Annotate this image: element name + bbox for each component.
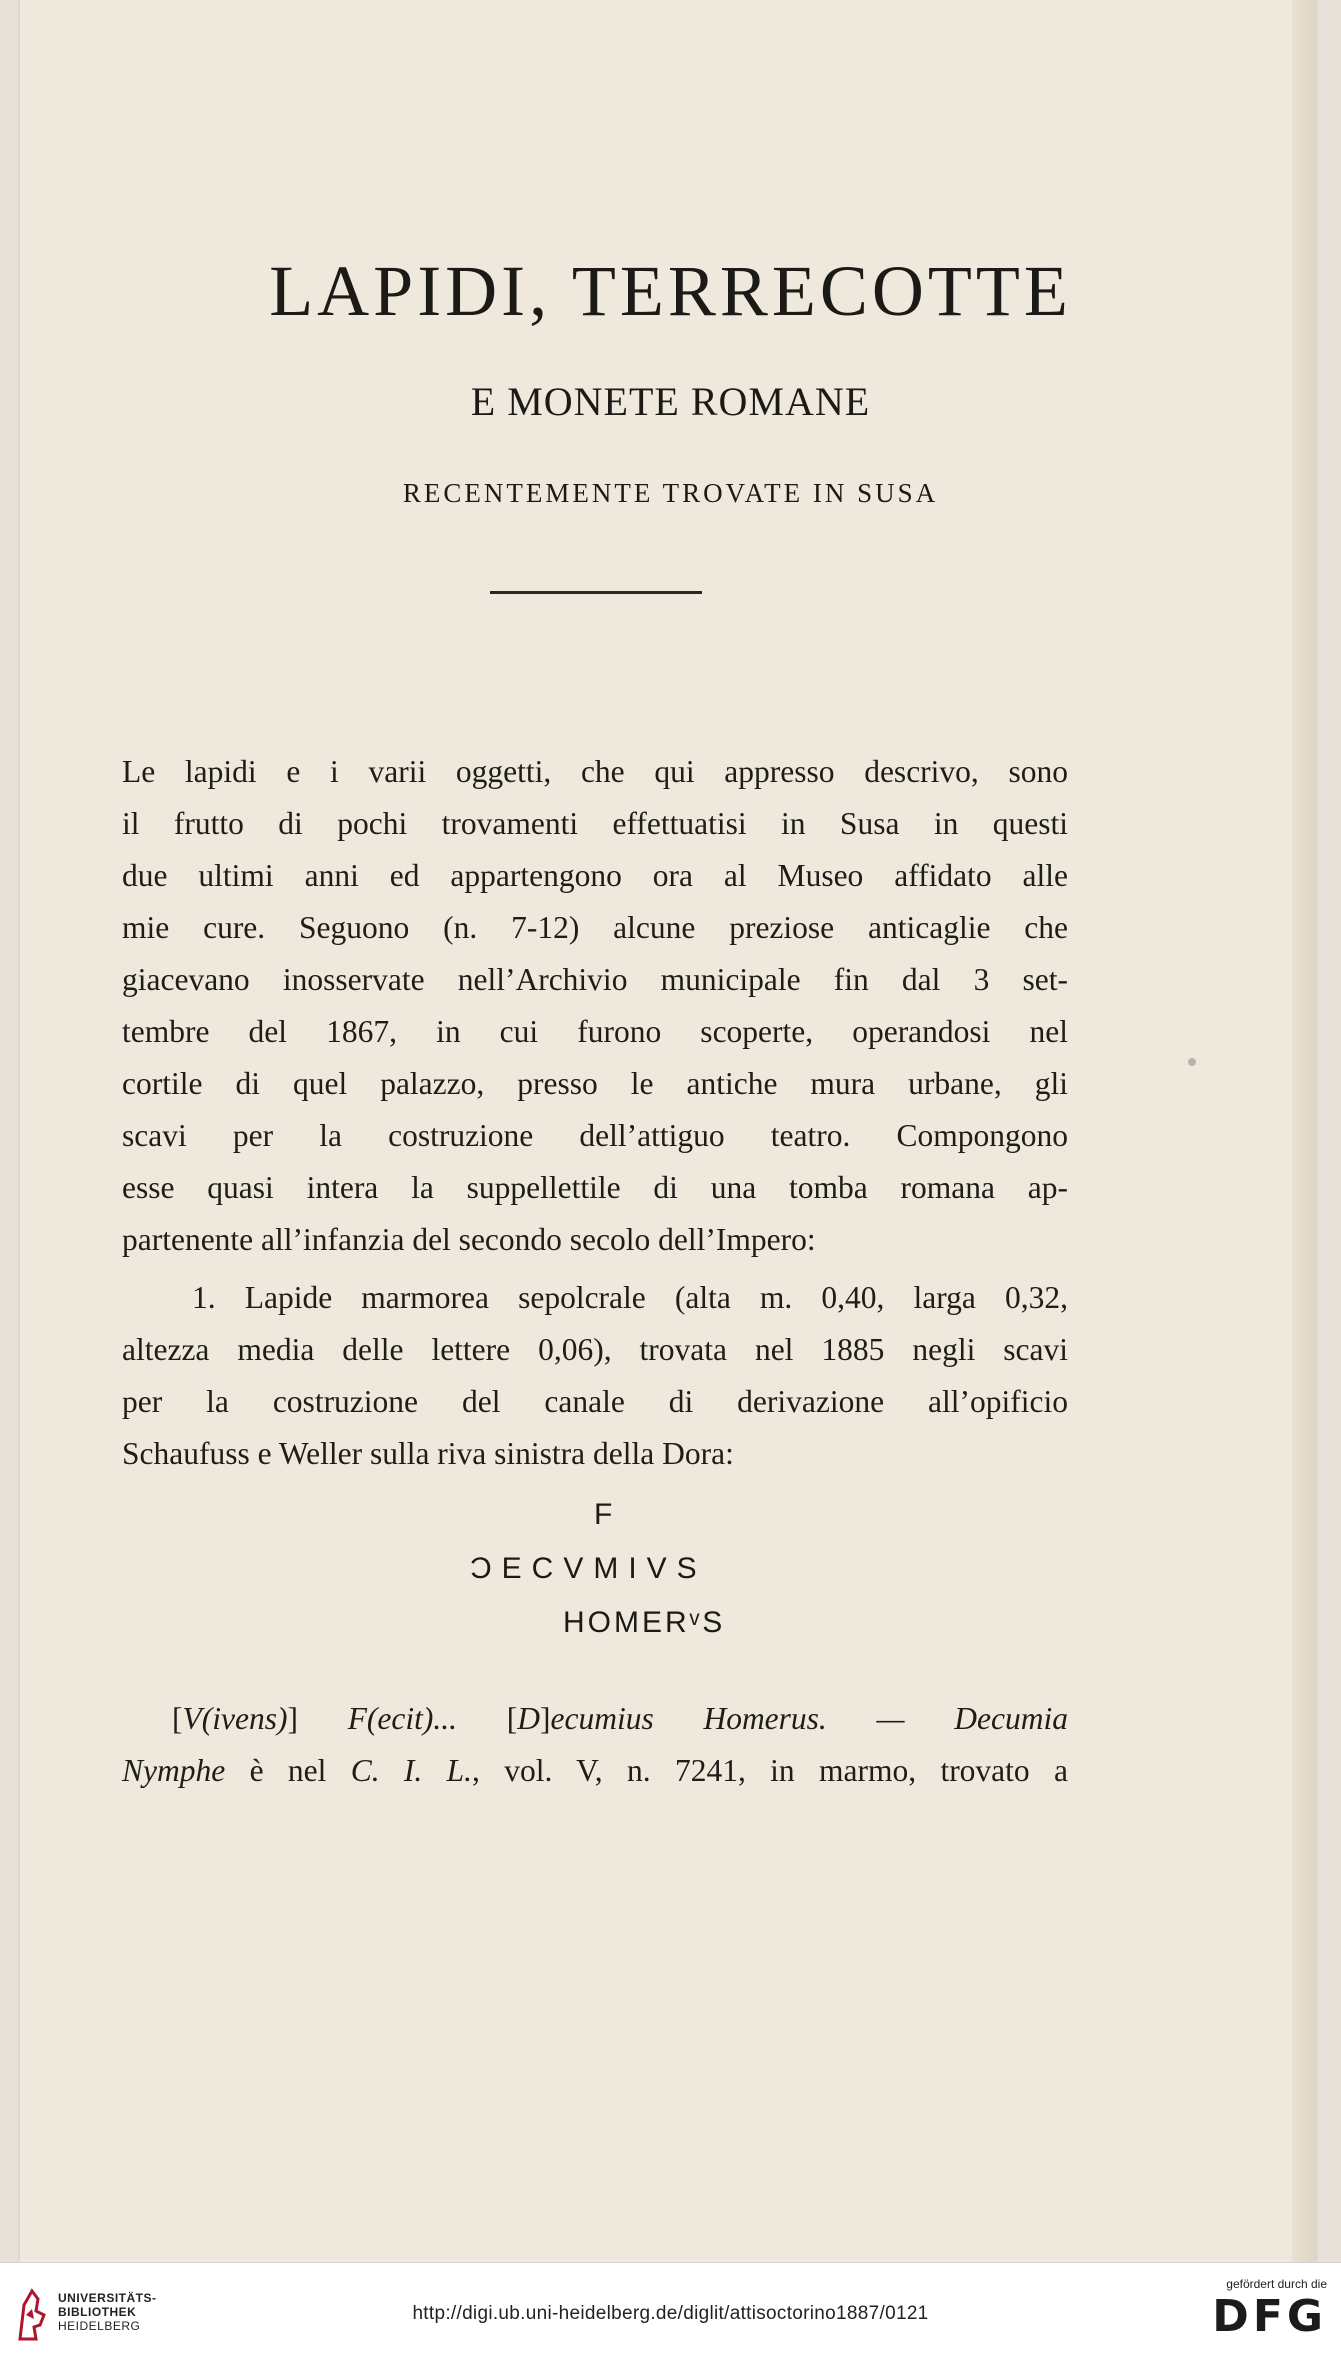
- viewer-footer: [0, 2262, 1341, 2362]
- paper-speck: [1188, 1058, 1196, 1066]
- inscription-line-1: F: [594, 1498, 619, 1531]
- text-line: Le lapidi e i varii oggetti, che qui appresso descrivo, sono: [122, 754, 1068, 789]
- title-divider: [490, 591, 702, 594]
- text-line: per la costruzione del canale di derivazione all’opificio: [122, 1384, 1068, 1419]
- text-run: è nel: [225, 1753, 351, 1788]
- text-line: due ultimi anni ed appartengono ora al Museo affidato alle: [122, 858, 1068, 893]
- text-run: [: [457, 1701, 518, 1736]
- text-run: , vol. V, n. 7241, in marmo, trovato a: [472, 1753, 1068, 1788]
- text-line: 1. Lapide marmorea sepolcrale (alta m. 0,40, larga 0,32,: [192, 1280, 1068, 1315]
- paragraph-commentary: [122, 1693, 1068, 1797]
- text-line: cortile di quel palazzo, presso le antiche mura urbane, gli: [122, 1066, 1068, 1101]
- text-run: [: [172, 1701, 183, 1736]
- text-line: altezza media delle lettere 0,06), trovata nel 1885 negli scavi: [122, 1332, 1068, 1367]
- paragraph-intro: [122, 746, 1068, 1266]
- text-line: scavi per la costruzione dell’attiguo teatro. Compongono: [122, 1118, 1068, 1153]
- text-line: tembre del 1867, in cui furono scoperte, operandosi nel: [122, 1014, 1068, 1049]
- page-subsubtitle: RECENTEMENTE TROVATE IN SUSA: [402, 478, 939, 508]
- text-run: C. I. L.: [350, 1753, 473, 1788]
- permalink-url[interactable]: http://digi.ub.uni-heidelberg.de/diglit/attisoctorino1887/0121: [412, 2303, 929, 2324]
- text-line: giacevano inosservate nell’Archivio municipale fin dal 3 set-: [122, 962, 1068, 997]
- library-name-line: HEIDELBERG: [58, 2319, 141, 2333]
- funder-label: gefördert durch die: [1226, 2277, 1327, 2291]
- text-run: ecumius Homerus. — Decumia: [550, 1701, 1068, 1736]
- text-line: esse quasi intera la suppellettile di una tomba romana ap-: [122, 1170, 1068, 1205]
- library-name-line: UNIVERSITÄTS-: [58, 2291, 157, 2305]
- inscription-line-3: HOMERᵛS: [563, 1606, 726, 1639]
- text-run: D: [517, 1701, 540, 1736]
- text-line: partenente all’infanzia del secondo secolo dell’Impero:: [122, 1222, 816, 1257]
- text-line: [122, 1693, 1068, 1745]
- text-line: [122, 1745, 1068, 1797]
- text-line: il frutto di pochi trovamenti effettuatisi in Susa in questi: [122, 806, 1068, 841]
- page-title: LAPIDI, TERRECOTTE: [269, 251, 1072, 331]
- text-run: Nymphe: [122, 1753, 226, 1788]
- text-run: V(ivens): [182, 1701, 288, 1736]
- inscription-line-2: ƆECVMIVS: [470, 1552, 707, 1585]
- text-run: F(ecit)...: [347, 1701, 457, 1736]
- library-name-line: BIBLIOTHEK: [58, 2305, 137, 2319]
- dfg-logo: DFG: [1212, 2291, 1327, 2342]
- text-run: ]: [539, 1701, 551, 1736]
- paragraph-item-1: [122, 1272, 1068, 1480]
- page-subtitle: E MONETE ROMANE: [470, 379, 871, 424]
- text-line: mie cure. Seguono (n. 7-12) alcune preziose anticaglie che: [122, 910, 1068, 945]
- funder-credit: [1212, 2277, 1327, 2342]
- text-line: Schaufuss e Weller sulla riva sinistra della Dora:: [122, 1436, 734, 1471]
- text-run: ]: [287, 1701, 348, 1736]
- sheet-edge: [1292, 0, 1316, 2262]
